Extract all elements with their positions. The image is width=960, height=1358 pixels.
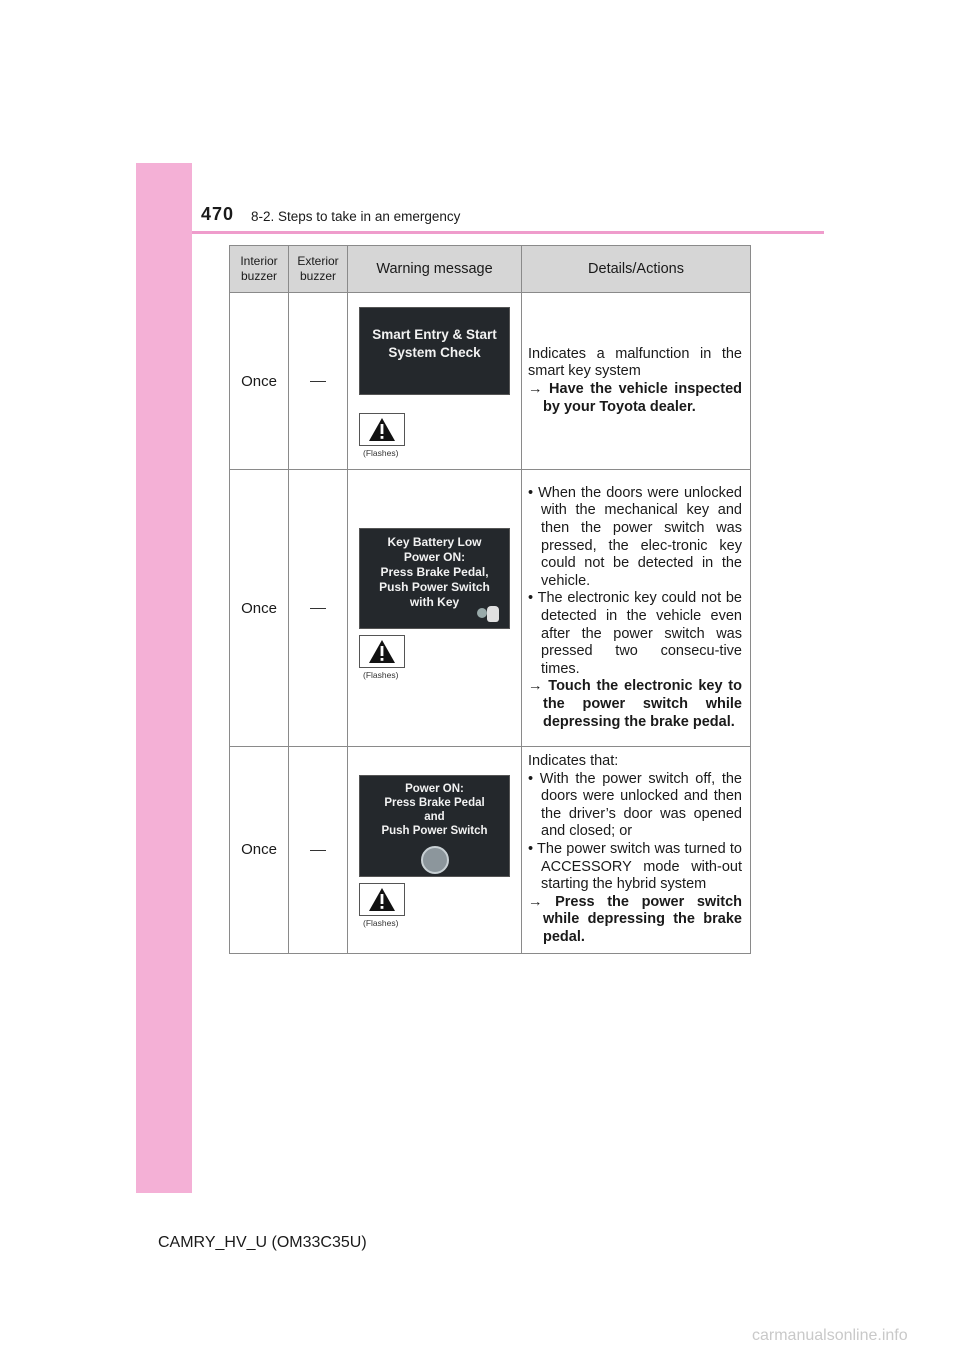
- details-cell: [522, 470, 751, 747]
- warning-message-cell: [348, 293, 522, 470]
- screen-line: Push Power Switch: [379, 580, 490, 594]
- bullet-list: [528, 771, 742, 894]
- master-warning-icon: [359, 635, 405, 668]
- col-interior-buzzer: Interior buzzer: [230, 246, 289, 293]
- page-number: 470: [201, 204, 235, 224]
- side-tab-band: [136, 163, 192, 1193]
- table-row: [230, 293, 751, 470]
- action-text: → Press the power switch while depressing the brake pedal.: [528, 893, 742, 945]
- warning-screen-image: [359, 528, 510, 629]
- screen-line: Power ON:: [403, 550, 466, 564]
- key-icon: [477, 608, 487, 618]
- screen-line: Smart Entry & Start: [372, 327, 497, 342]
- dash-mark: [310, 608, 326, 609]
- flashes-label: (Flashes): [363, 670, 399, 680]
- warning-message-cell: [348, 470, 522, 747]
- interior-buzzer-cell: Once: [230, 293, 289, 470]
- warning-screen-image: [359, 307, 510, 395]
- screen-line: with Key: [409, 595, 460, 609]
- footer-model-code: CAMRY_HV_U (OM33C35U): [158, 1234, 367, 1251]
- master-warning-icon: [359, 883, 405, 916]
- warning-message-cell: [348, 747, 522, 954]
- action-text: → Have the vehicle inspected by your Toyota dealer.: [528, 381, 742, 415]
- table-row: [230, 747, 751, 954]
- interior-buzzer-cell: Once: [230, 470, 289, 747]
- header-rule: [192, 231, 824, 234]
- col-details-actions: Details/Actions: [522, 246, 751, 293]
- list-item: • The power switch was turned to ACCESSORY mode with-out starting the hybrid system: [528, 840, 742, 893]
- col-warning-message: Warning message: [348, 246, 522, 293]
- details-cell: [522, 293, 751, 470]
- dash-mark: [310, 381, 326, 382]
- list-item: • The electronic key could not be detected in the vehicle even after the power switch was pressed two consecu-tive times.: [528, 590, 742, 677]
- screen-line: Key Battery Low: [387, 535, 482, 549]
- details-cell: [522, 747, 751, 954]
- watermark: carmanualsonline.info: [752, 1327, 908, 1344]
- dash-mark: [310, 850, 326, 851]
- col-exterior-buzzer: Exterior buzzer: [289, 246, 348, 293]
- exterior-buzzer-cell: [289, 470, 348, 747]
- screen-line: Press Brake Pedal,: [380, 565, 489, 579]
- section-title: 8-2. Steps to take in an emergency: [251, 209, 461, 224]
- exterior-buzzer-cell: [289, 293, 348, 470]
- screen-line: System Check: [388, 345, 481, 360]
- list-item: • With the power switch off, the doors were unlocked and then the driver’s door was opened and closed; or: [528, 770, 742, 840]
- bullet-list: [528, 485, 742, 679]
- master-warning-icon: [359, 413, 405, 446]
- details-text: Indicates that:: [528, 753, 619, 769]
- details-text: Indicates a malfunction in the smart key system: [528, 345, 742, 380]
- screen-line: and: [424, 811, 445, 823]
- flashes-label: (Flashes): [363, 918, 399, 928]
- exterior-buzzer-cell: [289, 747, 348, 954]
- hand-icon: [487, 606, 499, 622]
- list-item: • When the doors were unlocked with the mechanical key and then the power switch was pressed, the elec-tronic key could not be detected in the vehicle.: [528, 484, 742, 589]
- table-header-row: [230, 246, 751, 293]
- warning-screen-image: [359, 775, 510, 877]
- table-row: [230, 470, 751, 747]
- screen-line: Power ON:: [405, 783, 464, 795]
- screen-line: Press Brake Pedal: [384, 797, 485, 809]
- action-text: → Touch the electronic key to the power switch while depressing the brake pedal.: [528, 678, 742, 730]
- power-switch-icon: [421, 846, 449, 874]
- screen-line: Push Power Switch: [381, 825, 488, 837]
- warning-table: [229, 245, 751, 954]
- interior-buzzer-cell: Once: [230, 747, 289, 954]
- flashes-label: (Flashes): [363, 448, 399, 458]
